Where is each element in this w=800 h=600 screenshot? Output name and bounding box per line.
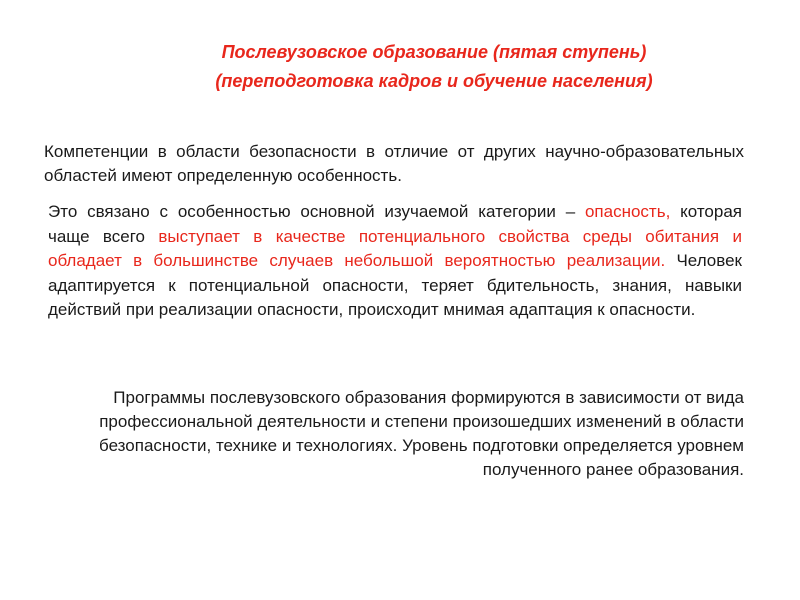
title-line-2: (переподготовка кадров и обучение населения) [215, 71, 653, 91]
explanation-paragraph [48, 200, 742, 323]
explanation-text-3: Человек адаптируется к потенциальной опасности, теряет бдительность, знания, навыки действий при реализации опасности, происходит мнимая адаптация к опасности. [48, 251, 742, 320]
highlight-potential-property: выступает в качестве потенциального свойства среды обитания и обладает в большинстве случаев небольшой вероятностью реализации. [48, 226, 742, 271]
programs-paragraph: Программы послевузовского образования формируются в зависимости от вида профессиональной деятельности и степени произошедших изменений в области безопасности, технике и технологиях. Уровень подготовки определяется уровнем полученного ранее образования. [99, 388, 744, 479]
slide-title [100, 38, 768, 96]
title-line-1: Послевузовское образование (пятая ступень) [221, 42, 647, 62]
highlight-danger: опасность, [584, 202, 671, 221]
explanation-text-1: Это связано с особенностью основной изучаемой категории – [48, 202, 585, 221]
explanation-text-2: которая чаще всего [48, 202, 742, 246]
intro-paragraph: Компетенции в области безопасности в отличие от других научно-образовательных областей имеют определенную особенность. [44, 142, 744, 185]
